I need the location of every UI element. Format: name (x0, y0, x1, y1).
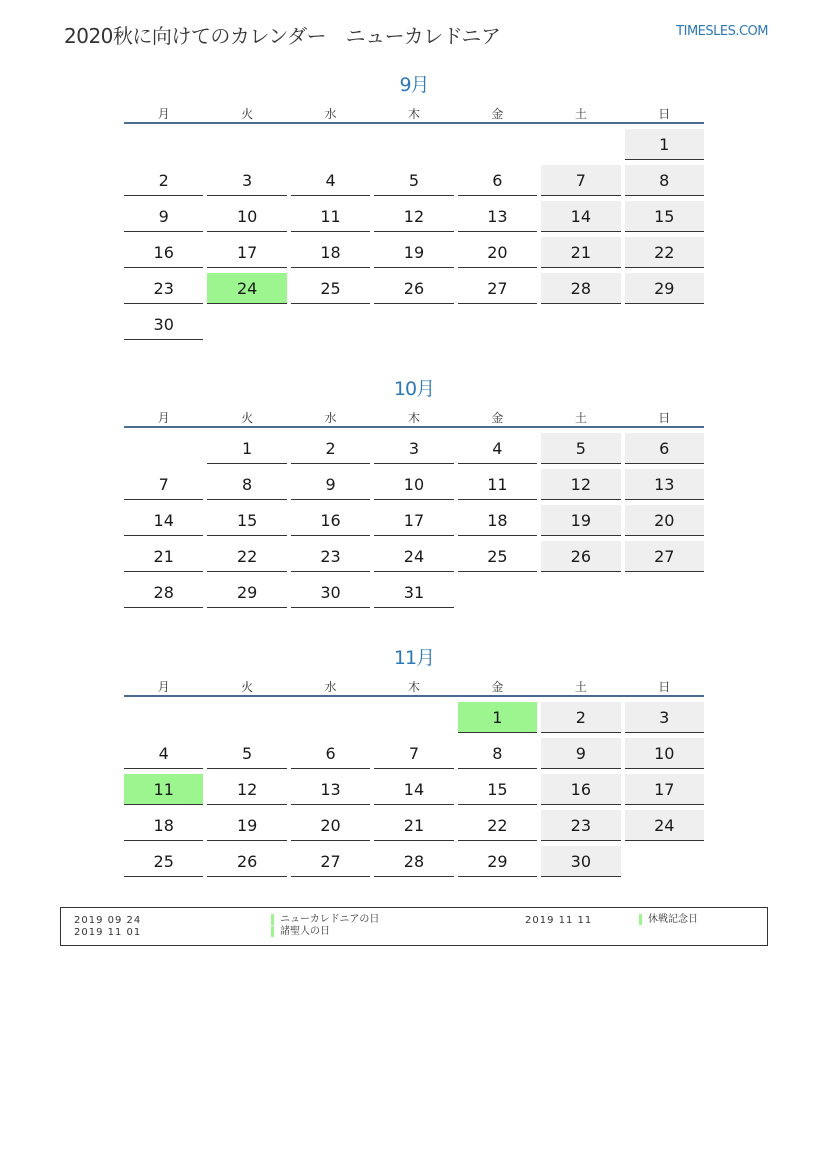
empty-day-cell (541, 309, 620, 340)
day-cell[interactable]: 4 (124, 738, 203, 769)
weekday-label: 日 (658, 411, 671, 425)
empty-day-cell (124, 129, 203, 160)
empty-day-cell (625, 309, 704, 340)
week-row (124, 774, 704, 810)
weekday-label: 火 (241, 107, 254, 121)
day-cell[interactable]: 3 (374, 433, 453, 464)
day-cell[interactable]: 5 (207, 738, 286, 769)
legend-holiday-name: ニューカレドニアの日 (271, 914, 379, 925)
week-row (124, 433, 704, 469)
weekday-header (124, 673, 704, 697)
weekday-label: 木 (407, 107, 420, 121)
day-cell[interactable]: 19 (541, 505, 620, 536)
day-cell[interactable]: 6 (291, 738, 370, 769)
day-cell[interactable]: 25 (458, 541, 537, 572)
day-cell[interactable]: 12 (374, 201, 453, 232)
day-cell[interactable]: 2 (541, 702, 620, 733)
empty-day-cell (458, 577, 537, 608)
weekday-label: 土 (574, 680, 587, 694)
weekday-label: 日 (658, 680, 671, 694)
holiday-legend (60, 907, 768, 946)
day-cell[interactable]: 7 (374, 738, 453, 769)
empty-day-cell (541, 129, 620, 160)
day-cell[interactable]: 14 (374, 774, 453, 805)
day-cell[interactable]: 27 (458, 273, 537, 304)
day-cell[interactable]: 20 (625, 505, 704, 536)
day-cell[interactable]: 18 (124, 810, 203, 841)
week-row (124, 846, 704, 882)
day-cell[interactable]: 22 (625, 237, 704, 268)
weekday-label: 月 (157, 411, 170, 425)
day-cell[interactable]: 12 (541, 469, 620, 500)
day-cell[interactable]: 27 (625, 541, 704, 572)
empty-day-cell (207, 309, 286, 340)
day-cell[interactable]: 17 (207, 237, 286, 268)
day-cell[interactable]: 20 (291, 810, 370, 841)
day-cell[interactable]: 28 (124, 577, 203, 608)
empty-day-cell (458, 309, 537, 340)
day-cell[interactable]: 30 (291, 577, 370, 608)
week-row (124, 201, 704, 237)
day-cell[interactable]: 4 (291, 165, 370, 196)
day-cell[interactable]: 9 (291, 469, 370, 500)
legend-holiday-name: 諸聖人の日 (271, 926, 330, 937)
empty-day-cell (541, 577, 620, 608)
weekday-label: 水 (324, 680, 337, 694)
day-cell[interactable]: 1 (458, 702, 537, 733)
month-title: 10月 (393, 378, 435, 400)
brand-link[interactable]: TIMESLES.COM (676, 24, 768, 39)
month-calendar (124, 70, 704, 345)
empty-day-cell (374, 702, 453, 733)
day-cell[interactable]: 12 (207, 774, 286, 805)
weekday-header (124, 404, 704, 428)
day-cell[interactable]: 4 (458, 433, 537, 464)
weekday-label: 火 (241, 680, 254, 694)
week-row (124, 273, 704, 309)
empty-day-cell (291, 309, 370, 340)
day-cell[interactable]: 16 (124, 237, 203, 268)
empty-day-cell (124, 702, 203, 733)
day-cell[interactable]: 19 (374, 237, 453, 268)
day-cell[interactable]: 11 (458, 469, 537, 500)
day-cell[interactable]: 8 (458, 738, 537, 769)
weekday-label: 木 (407, 680, 420, 694)
day-cell[interactable]: 24 (207, 273, 286, 304)
day-cell[interactable]: 14 (541, 201, 620, 232)
day-cell[interactable]: 1 (207, 433, 286, 464)
empty-day-cell (291, 702, 370, 733)
week-row (124, 541, 704, 577)
legend-date: 2019 11 01 (74, 927, 142, 938)
day-cell[interactable]: 29 (625, 273, 704, 304)
week-row (124, 810, 704, 846)
empty-day-cell (625, 846, 704, 877)
day-cell[interactable]: 26 (207, 846, 286, 877)
day-cell[interactable]: 31 (374, 577, 453, 608)
day-cell[interactable]: 10 (207, 201, 286, 232)
day-cell[interactable]: 3 (207, 165, 286, 196)
day-cell[interactable]: 18 (458, 505, 537, 536)
day-cell[interactable]: 8 (625, 165, 704, 196)
day-cell[interactable]: 6 (625, 433, 704, 464)
day-cell[interactable]: 23 (124, 273, 203, 304)
week-row (124, 165, 704, 201)
day-cell[interactable]: 7 (541, 165, 620, 196)
day-cell[interactable]: 9 (124, 201, 203, 232)
day-cell[interactable]: 15 (458, 774, 537, 805)
weekday-label: 土 (574, 411, 587, 425)
day-cell[interactable]: 21 (124, 541, 203, 572)
day-cell[interactable]: 17 (625, 774, 704, 805)
day-cell[interactable]: 22 (458, 810, 537, 841)
day-cell[interactable]: 29 (458, 846, 537, 877)
day-cell[interactable]: 6 (458, 165, 537, 196)
legend-date: 2019 09 24 (74, 915, 142, 926)
week-row (124, 469, 704, 505)
day-cell[interactable]: 24 (374, 541, 453, 572)
day-cell[interactable]: 23 (291, 541, 370, 572)
day-cell[interactable]: 20 (458, 237, 537, 268)
weekday-label: 木 (407, 411, 420, 425)
weekday-label: 水 (324, 107, 337, 121)
weekday-label: 金 (491, 411, 504, 425)
empty-day-cell (458, 129, 537, 160)
page-title: 2020秋に向けてのカレンダー ニューカレドニア (64, 24, 501, 48)
empty-day-cell (374, 309, 453, 340)
empty-day-cell (124, 433, 203, 464)
day-cell[interactable]: 29 (207, 577, 286, 608)
day-cell[interactable]: 5 (541, 433, 620, 464)
weekday-header (124, 100, 704, 124)
day-cell[interactable]: 28 (374, 846, 453, 877)
day-cell[interactable]: 10 (625, 738, 704, 769)
week-row (124, 577, 704, 613)
weekday-label: 金 (491, 680, 504, 694)
day-cell[interactable]: 15 (625, 201, 704, 232)
day-cell[interactable]: 25 (291, 273, 370, 304)
weekday-label: 土 (574, 107, 587, 121)
empty-day-cell (625, 577, 704, 608)
day-cell[interactable]: 13 (458, 201, 537, 232)
week-row (124, 738, 704, 774)
day-cell[interactable]: 2 (291, 433, 370, 464)
week-row (124, 309, 704, 345)
weekday-label: 月 (157, 107, 170, 121)
week-row (124, 702, 704, 738)
day-cell[interactable]: 16 (541, 774, 620, 805)
empty-day-cell (207, 702, 286, 733)
day-cell[interactable]: 18 (291, 237, 370, 268)
day-cell[interactable]: 5 (374, 165, 453, 196)
week-row (124, 237, 704, 273)
day-cell[interactable]: 7 (124, 469, 203, 500)
day-cell[interactable]: 23 (541, 810, 620, 841)
day-cell[interactable]: 3 (625, 702, 704, 733)
weekday-label: 日 (658, 107, 671, 121)
day-cell[interactable]: 11 (291, 201, 370, 232)
week-row (124, 505, 704, 541)
day-cell[interactable]: 13 (625, 469, 704, 500)
legend-holiday-name: 休戦記念日 (639, 914, 698, 925)
weekday-label: 水 (324, 411, 337, 425)
empty-day-cell (291, 129, 370, 160)
day-cell[interactable]: 25 (124, 846, 203, 877)
month-title: 9月 (399, 74, 429, 96)
day-cell[interactable]: 21 (541, 237, 620, 268)
weekday-label: 月 (157, 680, 170, 694)
day-cell[interactable]: 22 (207, 541, 286, 572)
day-cell[interactable]: 30 (541, 846, 620, 877)
day-cell[interactable]: 10 (374, 469, 453, 500)
legend-date: 2019 11 11 (525, 915, 593, 926)
day-cell[interactable]: 8 (207, 469, 286, 500)
weekday-label: 火 (241, 411, 254, 425)
day-cell[interactable]: 24 (625, 810, 704, 841)
month-calendar (124, 643, 704, 882)
day-cell[interactable]: 26 (374, 273, 453, 304)
day-cell[interactable]: 28 (541, 273, 620, 304)
day-cell[interactable]: 1 (625, 129, 704, 160)
day-cell[interactable]: 16 (291, 505, 370, 536)
day-cell[interactable]: 27 (291, 846, 370, 877)
weekday-label: 金 (491, 107, 504, 121)
day-cell[interactable]: 17 (374, 505, 453, 536)
empty-day-cell (374, 129, 453, 160)
month-title: 11月 (393, 647, 435, 669)
day-cell[interactable]: 2 (124, 165, 203, 196)
day-cell[interactable]: 21 (374, 810, 453, 841)
empty-day-cell (207, 129, 286, 160)
day-cell[interactable]: 13 (291, 774, 370, 805)
day-cell[interactable]: 14 (124, 505, 203, 536)
day-cell[interactable]: 30 (124, 309, 203, 340)
day-cell[interactable]: 9 (541, 738, 620, 769)
month-calendar (124, 374, 704, 613)
day-cell[interactable]: 19 (207, 810, 286, 841)
day-cell[interactable]: 11 (124, 774, 203, 805)
day-cell[interactable]: 15 (207, 505, 286, 536)
week-row (124, 129, 704, 165)
day-cell[interactable]: 26 (541, 541, 620, 572)
